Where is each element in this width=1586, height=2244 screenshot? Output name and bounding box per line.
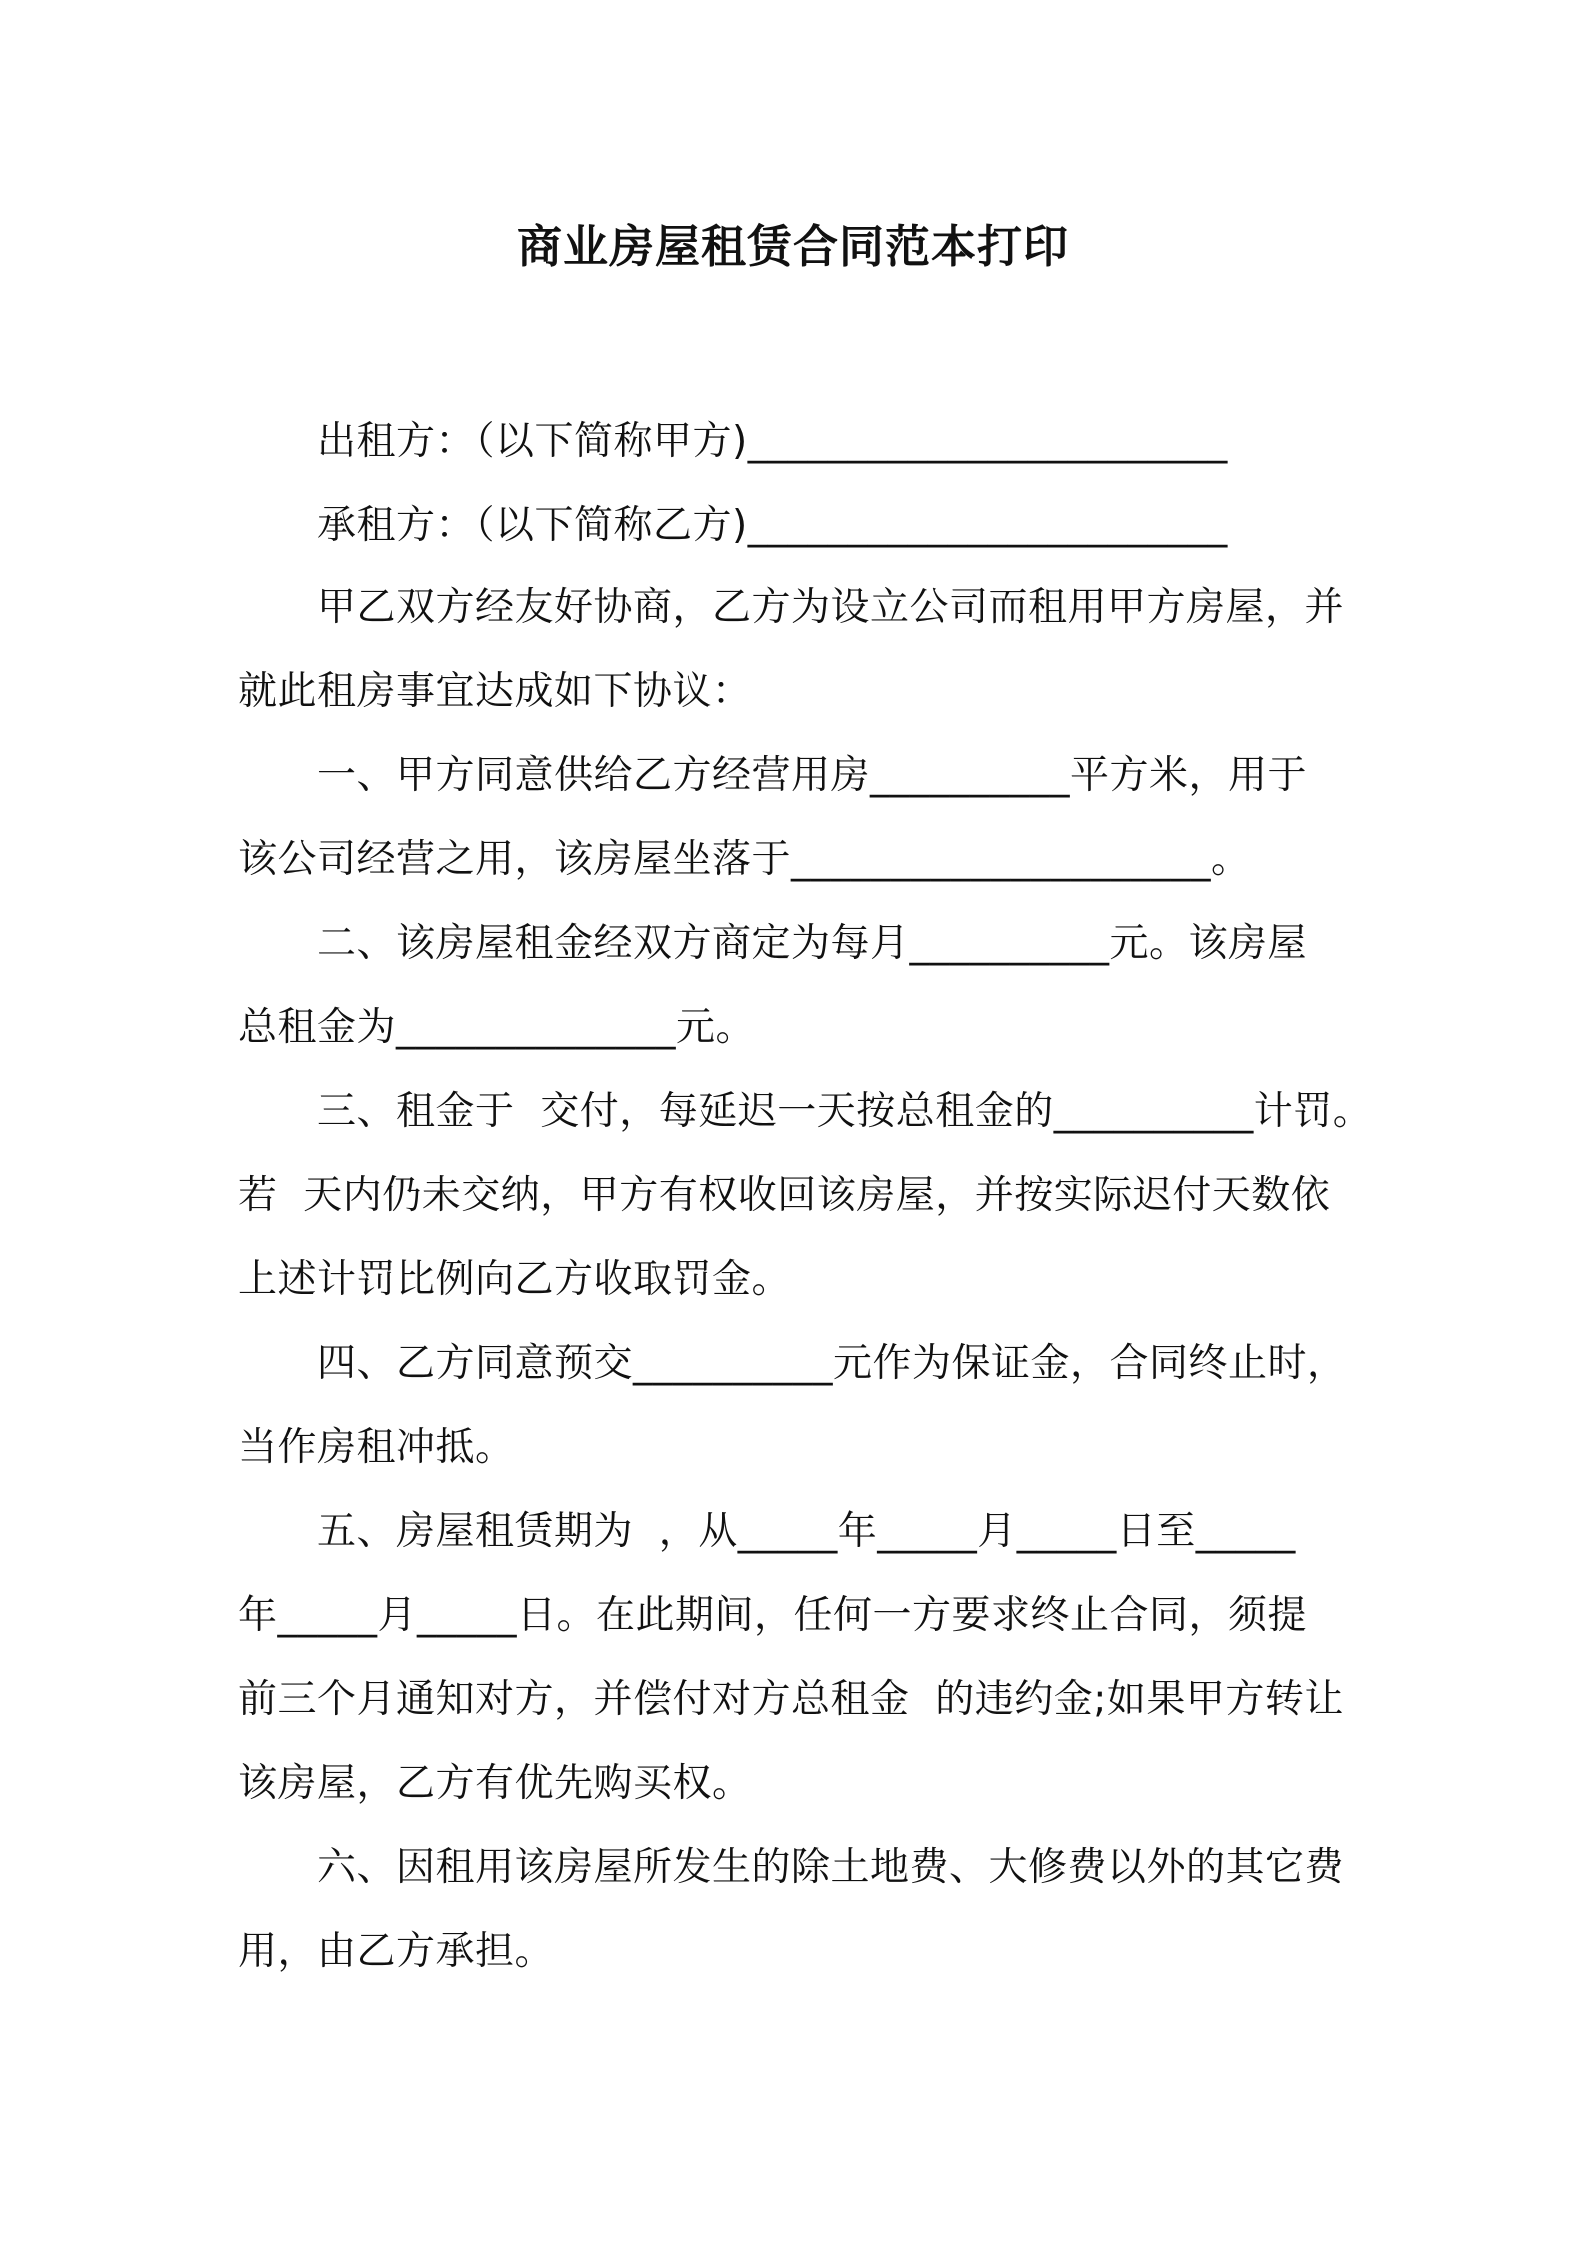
text-line-lessor: 出租方：（以下简称甲方)________________________ — [238, 419, 1228, 464]
text-line-clause-4b: 当作房租冲抵。 — [238, 1425, 515, 1470]
text-line-clause-2b: 总租金为______________元。 — [238, 1005, 756, 1050]
text-line-clause-4a: 四、乙方同意预交__________元作为保证金，合同终止时， — [238, 1341, 1347, 1386]
text-line-clause-5b: 年_____月_____日。在此期间，任何一方要求终止合同，须提 — [238, 1593, 1308, 1638]
text-line-clause-5a: 五、房屋租赁期为 ，从_____年_____月_____日至_____ — [238, 1509, 1296, 1554]
text-line-clause-3a: 三、租金于 交付，每延迟一天按总租金的__________计罚。 — [238, 1089, 1373, 1134]
text-line-clause-5c: 前三个月通知对方，并偿付对方总租金 的违约金;如果甲方转让 — [238, 1677, 1344, 1722]
text-line-clause-5d: 该房屋，乙方有优先购买权。 — [238, 1761, 752, 1806]
text-line-clause-3c: 上述计罚比例向乙方收取罚金。 — [238, 1257, 792, 1302]
document-title: 商业房屋租赁合同范本打印 — [516, 220, 1069, 273]
text-line-clause-1a: 一、甲方同意供给乙方经营用房__________平方米，用于 — [238, 753, 1308, 798]
text-line-lessee: 承租方：（以下简称乙方)________________________ — [238, 503, 1228, 548]
text-line-intro-1: 甲乙双方经友好协商，乙方为设立公司而租用甲方房屋，并 — [238, 585, 1345, 630]
text-line-clause-3b: 若 天内仍未交纳，甲方有权收回该房屋，并按实际迟付天数依 — [238, 1173, 1331, 1218]
text-line-clause-2a: 二、该房屋租金经双方商定为每月__________元。该房屋 — [238, 921, 1308, 966]
text-line-intro-2: 就此租房事宜达成如下协议： — [238, 669, 752, 714]
text-line-clause-6a: 六、因租用该房屋所发生的除土地费、大修费以外的其它费 — [238, 1845, 1345, 1890]
text-line-clause-6b: 用，由乙方承担。 — [238, 1929, 555, 1974]
text-line-clause-1b: 该公司经营之用，该房屋坐落于_____________________。 — [238, 837, 1251, 882]
